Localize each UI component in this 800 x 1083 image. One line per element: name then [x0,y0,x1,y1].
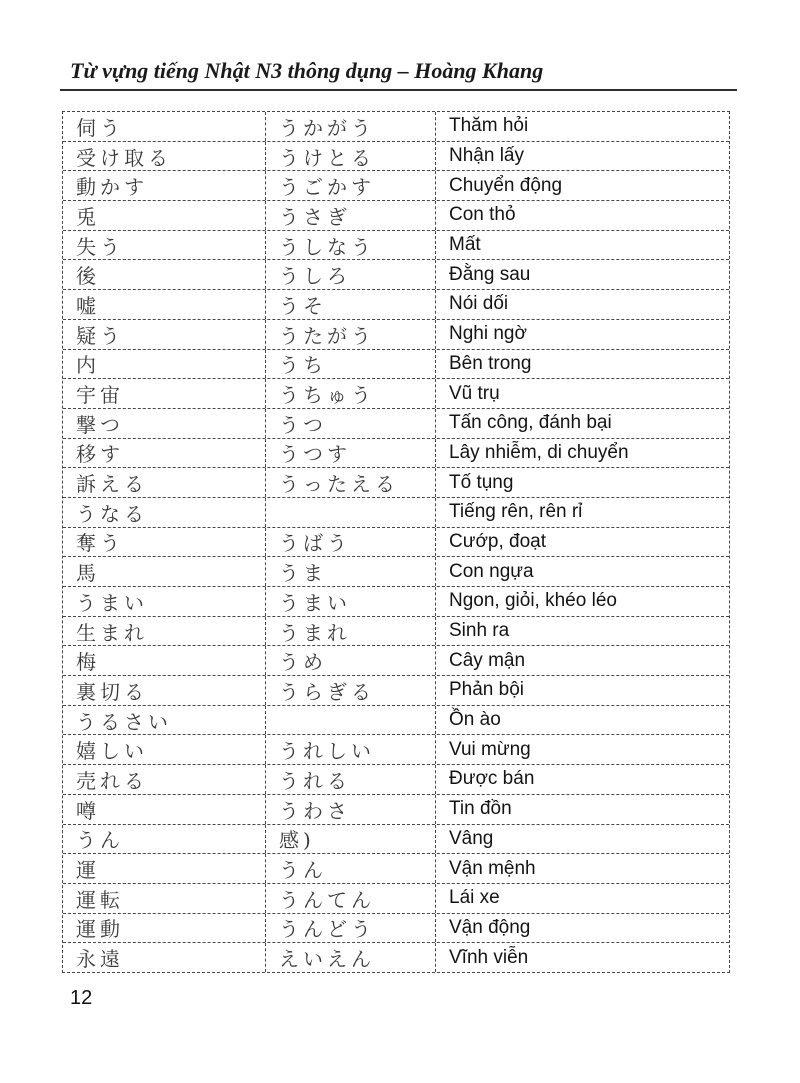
table-row [63,735,729,765]
meaning-cell: Cướp, đoạt [449,530,547,552]
reading-cell: うまれ [266,617,436,646]
table-row [63,320,729,350]
table-row [63,350,729,380]
meaning-cell: Lái xe [449,887,500,909]
meaning-cell: Sinh ra [449,620,510,642]
kanji-cell: 移す [63,439,266,468]
table-row [63,617,729,647]
reading-cell: うかがう [266,112,436,141]
table-row [63,676,729,706]
meaning-cell: Nói dối [449,293,509,315]
kanji-cell: 永遠 [63,943,266,972]
meaning-cell: Tấn công, đánh bại [449,412,612,434]
reading-cell: うったえる [266,468,436,497]
meaning-cell: Vĩnh viễn [449,946,529,968]
meaning-cell: Ồn ào [449,709,501,731]
table-row [63,854,729,884]
reading-cell: うめ [266,646,436,675]
meaning-cell: Đằng sau [449,263,531,285]
kanji-cell: うるさい [63,706,266,735]
reading-cell: うけとる [266,142,436,171]
reading-cell: うち [266,350,436,379]
reading-cell: えいえん [266,943,436,972]
table-row [63,142,729,172]
table-row [63,795,729,825]
table-row [63,290,729,320]
kanji-cell: 嘘 [63,290,266,319]
kanji-cell: 運 [63,854,266,883]
meaning-cell: Thăm hỏi [449,115,529,137]
meaning-cell: Vâng [449,827,494,849]
kanji-cell: 撃つ [63,409,266,438]
reading-cell: うわさ [266,795,436,824]
reading-cell: うさぎ [266,201,436,230]
kanji-cell: うなる [63,498,266,527]
reading-cell: うちゅう [266,379,436,408]
reading-cell: うごかす [266,171,436,200]
meaning-cell: Vận động [449,916,531,938]
table-row [63,468,729,498]
kanji-cell: 動かす [63,171,266,200]
meaning-cell: Chuyển động [449,174,563,196]
reading-cell: うたがう [266,320,436,349]
table-row [63,201,729,231]
meaning-cell: Ngon, giỏi, khéo léo [449,590,617,612]
kanji-cell: 失う [63,231,266,260]
kanji-cell: 裏切る [63,676,266,705]
meaning-cell: Tố tụng [449,471,514,493]
table-row [63,379,729,409]
reading-cell: うそ [266,290,436,319]
kanji-cell: 訴える [63,468,266,497]
table-row [63,498,729,528]
table-row [63,439,729,469]
reading-cell: うれしい [266,735,436,764]
kanji-cell: 馬 [63,557,266,586]
kanji-cell: 嬉しい [63,735,266,764]
meaning-cell: Con thỏ [449,204,516,226]
meaning-cell: Tiếng rên, rên rỉ [449,501,583,523]
reading-cell: うんどう [266,914,436,943]
reading-cell: うばう [266,528,436,557]
meaning-cell: Cây mận [449,649,526,671]
kanji-cell: 兎 [63,201,266,230]
table-row [63,112,729,142]
meaning-cell: Tin đồn [449,798,512,820]
kanji-cell: うまい [63,587,266,616]
reading-cell: うんてん [266,884,436,913]
kanji-cell: 梅 [63,646,266,675]
table-row [63,825,729,855]
table-row [63,884,729,914]
reading-cell: うしなう [266,231,436,260]
kanji-cell: 後 [63,260,266,289]
table-row [63,706,729,736]
table-row [63,409,729,439]
kanji-cell: 受け取る [63,142,266,171]
kanji-cell: 運転 [63,884,266,913]
table-row [63,557,729,587]
reading-cell: 感) [266,825,436,854]
reading-cell [266,498,436,527]
kanji-cell: 内 [63,350,266,379]
kanji-cell: 疑う [63,320,266,349]
reading-cell: うん [266,854,436,883]
meaning-cell: Nghi ngờ [449,323,527,345]
table-row [63,914,729,944]
kanji-cell: 伺う [63,112,266,141]
table-row [63,231,729,261]
vocab-table [62,111,730,973]
meaning-cell: Lây nhiễm, di chuyển [449,441,629,463]
kanji-cell: 噂 [63,795,266,824]
kanji-cell: 奪う [63,528,266,557]
table-row [63,260,729,290]
kanji-cell: 売れる [63,765,266,794]
table-row [63,171,729,201]
reading-cell: うしろ [266,260,436,289]
kanji-cell: 宇宙 [63,379,266,408]
kanji-cell: うん [63,825,266,854]
meaning-cell: Mất [449,234,481,256]
reading-cell [266,706,436,735]
meaning-cell: Bên trong [449,352,532,374]
table-row [63,765,729,795]
meaning-cell: Vui mừng [449,738,531,760]
meaning-cell: Vận mệnh [449,857,536,879]
table-row [63,528,729,558]
meaning-cell: Phản bội [449,679,525,701]
table-row [63,587,729,617]
table-row [63,646,729,676]
kanji-cell: 生まれ [63,617,266,646]
reading-cell: うま [266,557,436,586]
reading-cell: うらぎる [266,676,436,705]
meaning-cell: Vũ trụ [449,382,500,404]
reading-cell: うつす [266,439,436,468]
meaning-cell: Được bán [449,768,535,790]
table-row [63,943,729,972]
reading-cell: うまい [266,587,436,616]
page-number: 12 [70,987,93,1009]
page-title: Từ vựng tiếng Nhật N3 thông dụng – Hoàng Khang [60,58,737,91]
meaning-cell: Con ngựa [449,560,534,582]
kanji-cell: 運動 [63,914,266,943]
meaning-cell: Nhận lấy [449,145,524,167]
reading-cell: うつ [266,409,436,438]
reading-cell: うれる [266,765,436,794]
